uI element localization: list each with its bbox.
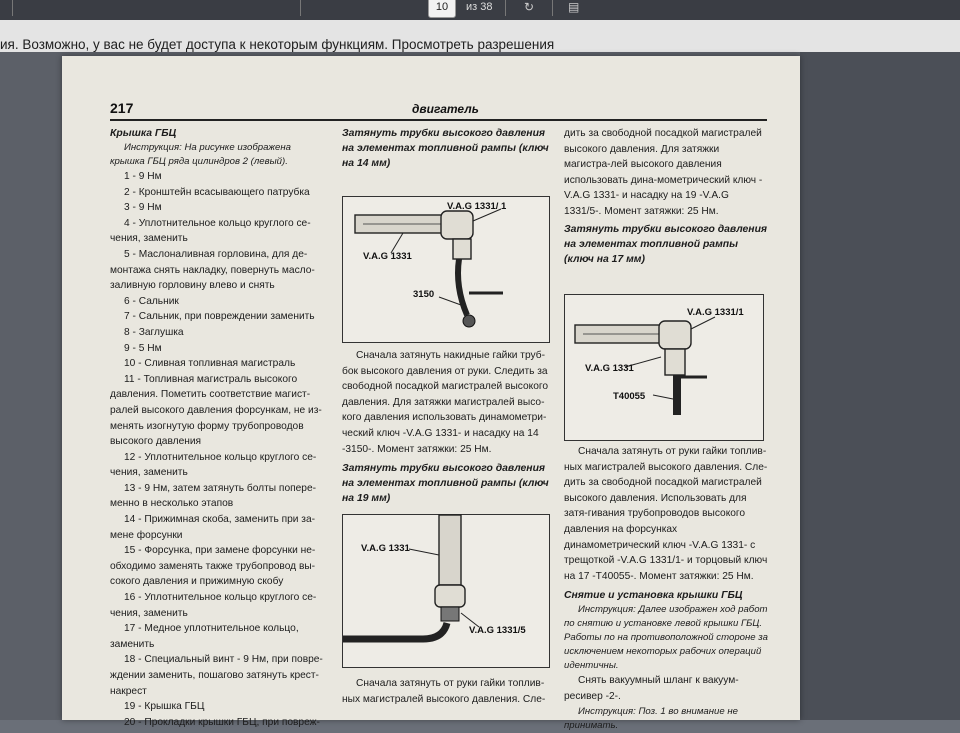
toolbar-divider bbox=[552, 0, 553, 16]
permissions-banner-text: ия. Возможно, у вас не будет доступа к некоторым функциям. Просмотреть разрешения bbox=[0, 37, 555, 52]
parts-list-item: 17 - Медное уплотнительное кольцо, заменить bbox=[110, 623, 299, 650]
page-header: двигатель bbox=[412, 102, 479, 116]
middle-column bbox=[342, 126, 552, 171]
permissions-banner[interactable] bbox=[0, 20, 960, 52]
page-number: 217 bbox=[110, 100, 134, 116]
section-heading-14mm: Затянуть трубки высокого давления на элементах топливной рампы (ключ на 14 мм) bbox=[342, 128, 549, 169]
figure-19mm-drawing bbox=[343, 515, 549, 667]
figure-14mm-wrench bbox=[342, 196, 550, 343]
paragraph: Сначала затянуть от руки гайки топлив-ных магистралей высокого давления. Сле- bbox=[342, 678, 546, 705]
paragraph: дить за свободной посадкой магистралей высокого давления. Для затяжки магистра-лей высокого давления использовать дина-мометрический ключ -V.A.G 1331- и насадку на 19 -V.A.G 1331/5-. Момент затяжки: 25 Нм. bbox=[564, 128, 763, 217]
figure-14mm-drawing bbox=[343, 197, 549, 342]
instruction-text: Инструкция: Поз. 1 во внимание не принимать. bbox=[564, 705, 738, 731]
page-total-label: из 38 bbox=[466, 1, 493, 13]
figure-label: 3150 bbox=[413, 289, 435, 300]
figure-19mm-wrench bbox=[342, 514, 550, 668]
parts-list-item: 8 - Заглушка bbox=[124, 326, 184, 338]
figure-label: V.A.G 1331/1 bbox=[687, 307, 744, 318]
parts-list-item: 1 - 9 Нм bbox=[124, 171, 162, 182]
figure-17mm-wrench bbox=[564, 294, 764, 441]
figure-label: V.A.G 1331 bbox=[361, 543, 410, 554]
header-rule bbox=[110, 119, 767, 121]
parts-list-item: 16 - Уплотнительное кольцо круглого се-чения, заменить bbox=[110, 592, 317, 619]
right-column-text bbox=[564, 444, 768, 733]
parts-list-item: 10 - Сливная топливная магистраль bbox=[124, 358, 296, 370]
viewer-background-right bbox=[800, 52, 960, 720]
section-heading-19mm: Затянуть трубки высокого давления на элементах топливной рампы (ключ на 19 мм) bbox=[342, 463, 549, 505]
rotate-icon[interactable]: ↻ bbox=[524, 0, 535, 14]
parts-list-item: 4 - Уплотнительное кольцо круглого се-чения, заменить bbox=[110, 217, 311, 245]
middle-column-bottom bbox=[342, 676, 552, 707]
parts-list-item: 20 - Прокладки крышки ГБЦ, при повреж- bbox=[124, 716, 320, 728]
section-heading-removal: Снятие и установка крышки ГБЦ bbox=[564, 590, 743, 602]
parts-list-item: 5 - Маслоналивная горловина, для де-монтажа снять накладку, повернуть масло-заливную горловину влево и снять bbox=[110, 248, 315, 292]
parts-list bbox=[110, 169, 328, 730]
figure-label: V.A.G 1331 bbox=[585, 363, 634, 374]
toolbar-divider bbox=[12, 0, 13, 16]
parts-list-item: 19 - Крышка ГБЦ bbox=[124, 701, 205, 713]
parts-list-item: 11 - Топливная магистраль высокого давления. Пометить соответствие магист-ралей высокого давления форсункам, не из-менять изогнутую форму трубопроводов высокого давления bbox=[110, 373, 322, 448]
right-column bbox=[564, 126, 768, 267]
section-heading-17mm: Затянуть трубки высокого давления на элементах топливной рампы (ключ на 17 мм) bbox=[564, 223, 768, 265]
left-column bbox=[110, 126, 328, 730]
parts-list-item: 18 - Специальный винт - 9 Нм, при повре-ждении заменить, пошагово затянуть крест-накрест bbox=[110, 654, 323, 697]
paragraph: Сначала затянуть от руки гайки топлив-ных магистралей высокого давления. Сле-дить за свободной посадкой магистралей высокого давления. Использовать для затя-гивания трубопроводов высокого давления на форсунках динамометрический ключ -V.A.G 1331- с трещоткой -V.A.G 1331/1- и торцовый ключ на 17 -T40055-. Момент затяжки: 25 Нм. bbox=[564, 446, 768, 582]
paragraph: Сначала затянуть накидные гайки труб-бок высокого давления от руки. Следить за свободной посадкой магистралей высокого давления. Для затяжки магистралей высо-кого давления использовать динамометри-ческий ключ -V.A.G 1331- и насадку на 14 -3150-. Момент затяжки: 25 Нм. bbox=[342, 350, 549, 455]
parts-list-item: 3 - 9 Нм bbox=[124, 202, 162, 214]
figure-label: T40055 bbox=[613, 391, 646, 402]
toolbar-divider bbox=[300, 0, 301, 16]
parts-list-item: 2 - Кронштейн всасывающего патрубка bbox=[124, 186, 310, 198]
page-number-input[interactable]: 10 bbox=[428, 0, 456, 18]
parts-list-item: 13 - 9 Нм, затем затянуть болты попере-менно в несколько этапов bbox=[110, 482, 317, 510]
parts-list-item: 15 - Форсунка, при замене форсунки не-обходимо заменять также трубопровод вы-сокого давления и прижимную скобу bbox=[110, 545, 316, 588]
parts-list-item: 9 - 5 Нм bbox=[124, 342, 162, 354]
document-icon[interactable]: ▤ bbox=[568, 0, 580, 14]
parts-list-item: 7 - Сальник, при повреждении заменить bbox=[124, 311, 315, 323]
parts-list-item: 12 - Уплотнительное кольцо круглого се-чения, заменить bbox=[110, 451, 317, 479]
section-title: Крышка ГБЦ bbox=[110, 128, 177, 139]
viewer-toolbar bbox=[0, 0, 960, 20]
toolbar-divider bbox=[505, 0, 506, 16]
paragraph: Снять вакуумный шланг к вакуум-ресивер -2-. bbox=[564, 675, 739, 702]
figure-label: V.A.G 1331/ 1 bbox=[447, 201, 507, 212]
figure-label: V.A.G 1331/5 bbox=[469, 625, 526, 636]
parts-list-item: 6 - Сальник bbox=[124, 295, 179, 307]
figure-label: V.A.G 1331 bbox=[363, 251, 412, 262]
parts-list-item: 14 - Прижимная скоба, заменить при за-мене форсунки bbox=[110, 514, 316, 541]
instruction-text: Инструкция: Далее изображен ход работ по снятию и установке левой крышки ГБЦ. Работы по на противоположной стороне за исключением некоторых рабочих операций идентичны. bbox=[564, 604, 768, 672]
instruction-text: Инструкция: На рисунке изображена крышка ГБЦ ряда цилиндров 2 (левый). bbox=[110, 142, 291, 167]
document-page bbox=[62, 56, 800, 731]
middle-column-text bbox=[342, 348, 552, 506]
